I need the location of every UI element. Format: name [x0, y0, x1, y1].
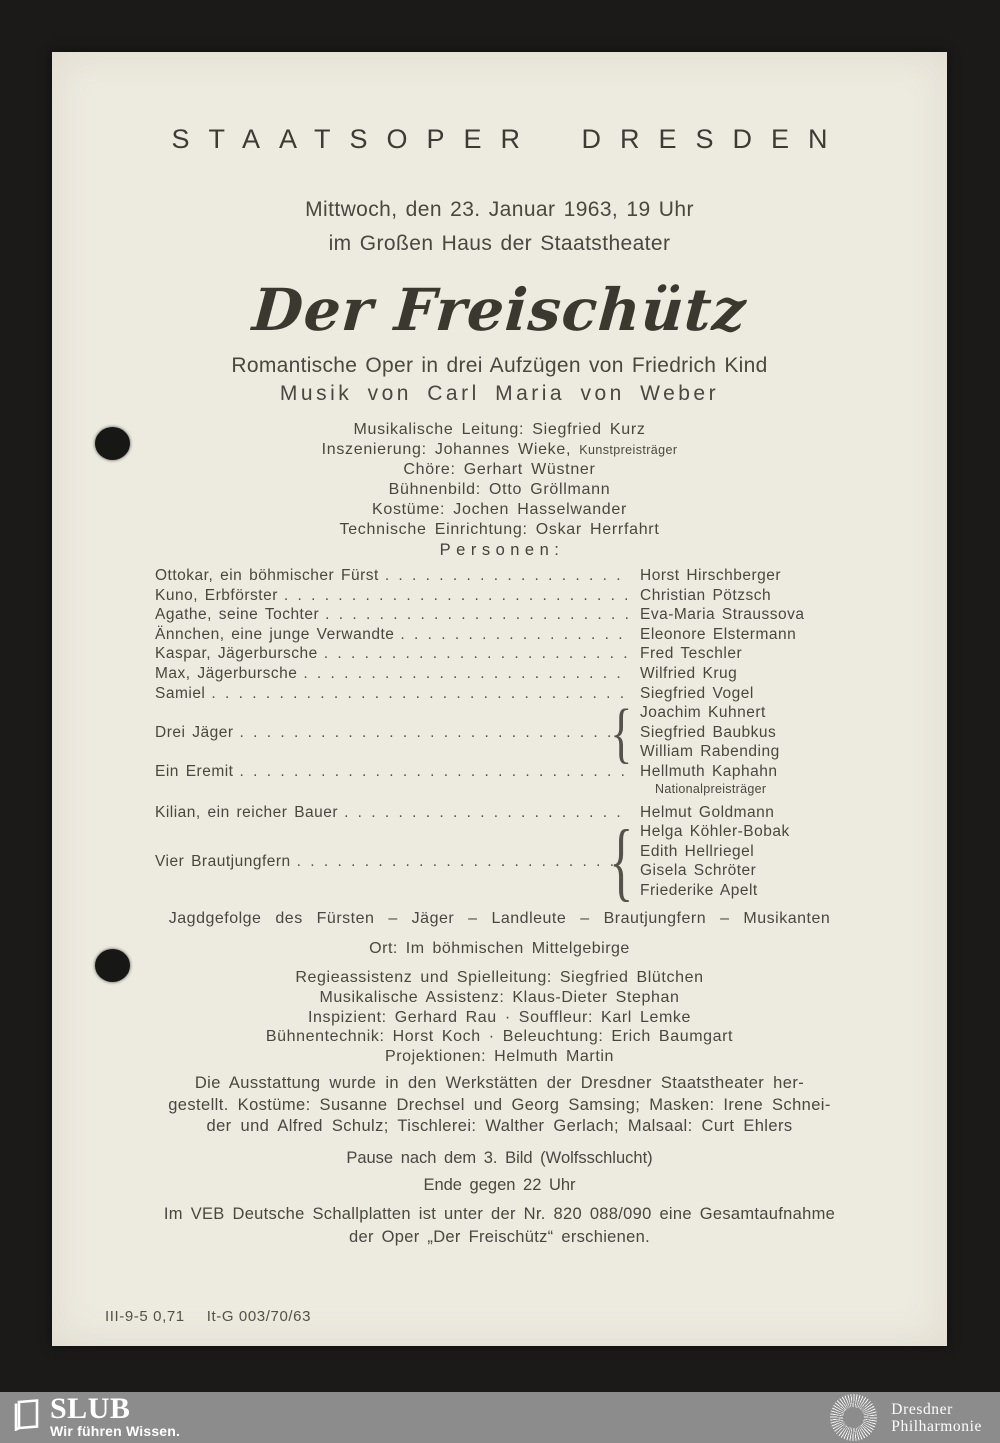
- imprint-code: III-9-5 0,71: [105, 1308, 185, 1325]
- composer-line: Musik von Carl Maria von Weber: [279, 382, 720, 405]
- cast-performer: Wilfried Krug: [640, 664, 738, 682]
- slub-logo: [13, 1392, 181, 1439]
- credit-line: Technische Einrichtung: Oskar Herrfahrt: [339, 521, 660, 538]
- cast-role: Ein Eremit: [155, 762, 234, 780]
- cast-performer: Siegfried Vogel: [640, 684, 754, 702]
- slub-tagline: Wir führen Wissen.: [50, 1423, 181, 1439]
- opera-subtitle: Romantische Oper in drei Aufzügen von Friedrich Kind: [231, 354, 768, 377]
- performance-date: Mittwoch, den 23. Januar 1963, 19 Uhr: [305, 198, 694, 221]
- credit-main: Inszenierung: Johannes Wieke,: [321, 441, 572, 458]
- group-brace: {: [609, 810, 634, 909]
- dot-leader: [325, 605, 630, 625]
- philharmonie-name-line: Dresdner: [891, 1400, 953, 1418]
- recording-line: Im VEB Deutsche Schallplatten ist unter der Nr. 820 088/090 eine Gesamtaufnahme: [163, 1205, 836, 1223]
- cast-row: [155, 803, 881, 823]
- philharmonie-logo: [830, 1394, 982, 1441]
- dot-leader: [400, 625, 630, 645]
- venue-line: im Großen Haus der Staatstheater: [328, 232, 671, 255]
- dot-leader: [324, 644, 630, 664]
- cast-row: [155, 586, 881, 606]
- cast-performer: Helmut Goldmann: [640, 803, 775, 821]
- workshop-line: gestellt. Kostüme: Susanne Drechsel und Georg Samsing; Masken: Irene Schnei-: [168, 1095, 831, 1114]
- starburst-icon: [830, 1394, 877, 1441]
- cast-list: [155, 566, 881, 909]
- credit-honorific: Kunstpreisträger: [579, 443, 678, 457]
- credit-line: Musikalische Leitung: Siegfried Kurz: [353, 421, 646, 438]
- cast-role: Kilian, ein reicher Bauer: [155, 803, 339, 821]
- staff-credits: [52, 968, 947, 1067]
- cast-performer: Eleonore Elstermann: [640, 625, 797, 643]
- cast-performer: Horst Hirschberger: [640, 567, 782, 584]
- cast-performer: Siegfried Baubkus: [640, 723, 777, 741]
- credit-line: [52, 440, 947, 460]
- staff-line: Projektionen: Helmuth Martin: [384, 1048, 615, 1066]
- cast-performer: Joachim Kuhnert: [640, 704, 766, 722]
- cast-row: [155, 762, 881, 797]
- dot-leader: [211, 684, 630, 704]
- cast-role: Agathe, seine Tochter: [155, 606, 320, 624]
- dot-leader: [240, 723, 614, 743]
- print-imprint: [105, 1308, 311, 1325]
- credit-line: Kostüme: Jochen Hasselwander: [371, 501, 628, 518]
- dot-leader: [240, 762, 631, 782]
- workshop-paragraph: [52, 1073, 947, 1138]
- credit-line: Chöre: Gerhart Wüstner: [403, 461, 596, 478]
- end-time-note: Ende gegen 22 Uhr: [423, 1176, 576, 1194]
- slub-name: SLUB: [50, 1392, 131, 1425]
- imprint-code: It-G 003/70/63: [206, 1308, 312, 1325]
- dot-leader: [344, 803, 630, 823]
- staff-line: Inspizient: Gerhard Rau · Souffleur: Karl Lemke: [308, 1008, 691, 1026]
- theater-name: STAATSOPER DRESDEN: [171, 124, 847, 154]
- cast-performer: Edith Hellriegel: [640, 842, 755, 860]
- cast-heading: Personen:: [439, 541, 565, 559]
- cast-row: [155, 566, 881, 586]
- cast-role: Ottokar, ein böhmischer Fürst: [155, 567, 379, 584]
- workshop-line: Die Ausstattung wurde in den Werkstätten der Dresdner Staatstheater her-: [194, 1074, 805, 1092]
- cast-role: Drei Jäger: [155, 723, 234, 741]
- staff-line: Bühnentechnik: Horst Koch · Beleuchtung: Erich Baumgart: [265, 1028, 734, 1046]
- cast-row: [155, 625, 881, 645]
- staff-line: Regieassistenz und Spielleitung: Siegfried Blütchen: [295, 969, 704, 986]
- credit-line: Bühnenbild: Otto Gröllmann: [388, 481, 611, 498]
- setting-line: Ort: Im böhmischen Mittelgebirge: [369, 940, 630, 957]
- staff-line: Musikalische Assistenz: Klaus-Dieter Stephan: [319, 988, 680, 1006]
- cast-performer: Gisela Schröter: [640, 862, 757, 880]
- workshop-line: der und Alfred Schulz; Tischlerei: Walther Gerlach; Malsaal: Curt Ehlers: [206, 1117, 793, 1136]
- program-page: [52, 52, 947, 1346]
- cast-performer: Fred Teschler: [640, 645, 743, 663]
- group-brace: {: [610, 695, 633, 770]
- recording-note: [52, 1203, 947, 1249]
- cast-row: [155, 644, 881, 664]
- pause-note: Pause nach dem 3. Bild (Wolfsschlucht): [346, 1149, 653, 1167]
- book-icon: [13, 1398, 40, 1431]
- cast-row: [155, 605, 881, 625]
- dot-leader: [385, 566, 630, 586]
- production-credits: [52, 420, 947, 540]
- cast-row-group: [155, 695, 881, 770]
- cast-role: Kuno, Erbförster: [155, 586, 278, 604]
- dot-leader: [303, 664, 630, 684]
- cast-performer: Helga Köhler-Bobak: [640, 823, 790, 841]
- cast-performer: William Rabending: [640, 743, 780, 761]
- opera-title: Der Freischütz: [250, 276, 749, 344]
- recording-line: der Oper „Der Freischütz“ erschienen.: [349, 1228, 650, 1246]
- cast-performer: Christian Pötzsch: [640, 586, 772, 604]
- library-footer-bar: [0, 1392, 1000, 1443]
- performer-honorific: Nationalpreisträger: [655, 781, 767, 796]
- cast-role: Kaspar, Jägerbursche: [155, 645, 318, 663]
- cast-performer: Eva-Maria Straussova: [640, 606, 805, 624]
- cast-role: Max, Jägerbursche: [155, 664, 298, 682]
- cast-performer: Hellmuth Kaphahn: [640, 762, 778, 780]
- philharmonie-name-line: Philharmonie: [891, 1417, 982, 1435]
- dot-leader: [297, 852, 613, 872]
- cast-performer: Friederike Apelt: [640, 881, 758, 899]
- dot-leader: [284, 586, 630, 606]
- cast-row: [155, 684, 881, 704]
- cast-role: Samiel: [155, 684, 206, 702]
- cast-role: Vier Brautjungfern: [155, 852, 291, 870]
- cast-role: Ännchen, eine junge Verwandte: [155, 625, 395, 643]
- ensemble-line: Jagdgefolge des Fürsten – Jäger – Landleute – Brautjungfern – Musikanten: [168, 910, 831, 927]
- cast-row: [155, 664, 881, 684]
